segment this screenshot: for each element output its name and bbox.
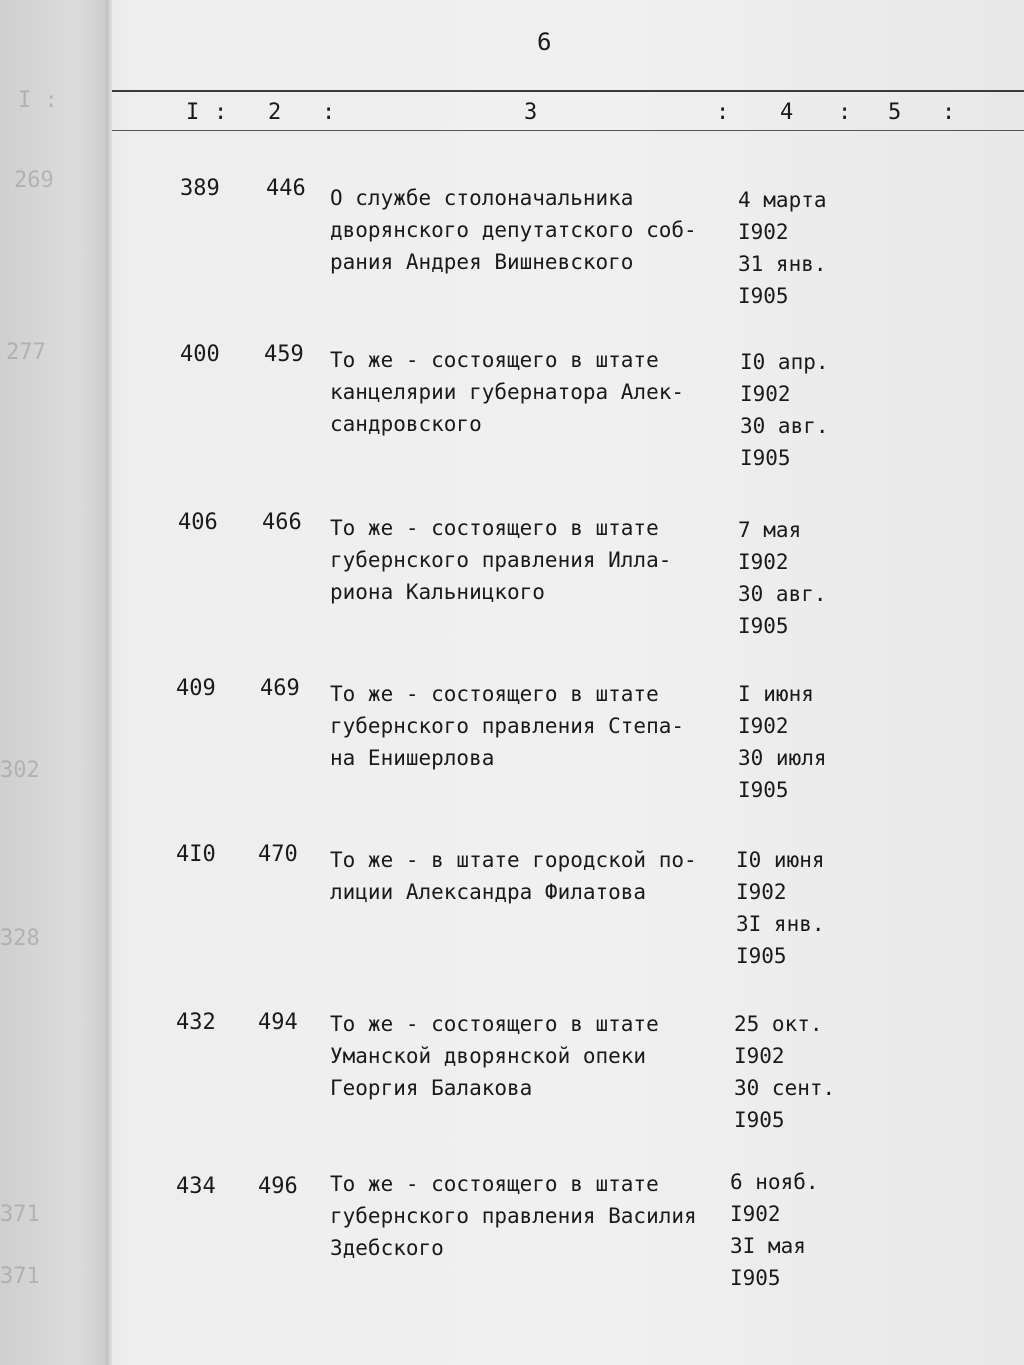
description-line: То же - состоящего в штате [330, 1172, 659, 1196]
record-file-number: 496 [258, 1174, 298, 1199]
year-end: I905 [738, 614, 789, 638]
year-end: I905 [738, 778, 789, 802]
record-dates [730, 1166, 880, 1294]
column-header-3: 3 [524, 100, 538, 125]
page-number: 6 [537, 28, 552, 56]
year-start: I902 [740, 382, 791, 406]
column-separator: : [838, 100, 852, 125]
description-line: дворянского депутатского соб- [330, 218, 697, 242]
date-start: I0 апр. [740, 350, 829, 374]
column-separator: : [942, 100, 956, 125]
record-number: 389 [180, 176, 220, 201]
date-start: 7 мая [738, 518, 802, 542]
date-end: 3I янв. [736, 912, 825, 936]
date-end: 30 июля [738, 746, 827, 770]
description-line: на Енишерлова [330, 746, 495, 770]
year-start: I902 [738, 220, 789, 244]
date-end: 30 авг. [738, 582, 827, 606]
record-dates [738, 678, 888, 806]
book-spine-margin [0, 0, 112, 1365]
ghost-margin-number: 269 [14, 168, 54, 193]
column-header-5: 5 [888, 100, 902, 125]
description-line: Георгия Балакова [330, 1076, 533, 1100]
record-description [330, 182, 730, 278]
description-line: сандровского [330, 412, 482, 436]
column-separator: : [214, 100, 228, 125]
record-dates [734, 1008, 884, 1136]
record-description [330, 512, 730, 608]
spine-edge [106, 0, 112, 1365]
ghost-margin-number: 328 [0, 926, 40, 951]
year-end: I905 [736, 944, 787, 968]
year-start: I902 [736, 880, 787, 904]
ghost-margin-number: 371 [0, 1202, 40, 1227]
year-start: I902 [738, 714, 789, 738]
record-description [330, 678, 730, 774]
record-number: 434 [176, 1174, 216, 1199]
column-header-2: 2 [268, 100, 282, 125]
date-start: I0 июня [736, 848, 825, 872]
description-line: То же - состоящего в штате [330, 1012, 659, 1036]
description-line: То же - состоящего в штате [330, 516, 659, 540]
ghost-header-left: I : [18, 88, 58, 113]
ghost-margin-number: 302 [0, 758, 40, 783]
record-dates [736, 844, 886, 972]
record-dates [738, 514, 888, 642]
header-top-rule [112, 90, 1024, 92]
record-description [330, 1008, 730, 1104]
column-separator: : [716, 100, 730, 125]
description-line: лиции Александра Филатова [330, 880, 647, 904]
column-separator: : [322, 100, 336, 125]
date-end: 3I мая [730, 1234, 806, 1258]
description-line: губернского правления Василия [330, 1204, 697, 1228]
description-line: губернского правления Илла- [330, 548, 672, 572]
record-file-number: 470 [258, 842, 298, 867]
ghost-margin-number: 277 [6, 340, 46, 365]
record-number: 406 [178, 510, 218, 535]
record-file-number: 469 [260, 676, 300, 701]
record-number: 409 [176, 676, 216, 701]
record-number: 400 [180, 342, 220, 367]
description-line: Уманской дворянской опеки [330, 1044, 647, 1068]
description-line: О службе столоначальника [330, 186, 634, 210]
description-line: рания Андрея Вишневского [330, 250, 634, 274]
year-end: I905 [734, 1108, 785, 1132]
description-line: Здебского [330, 1236, 444, 1260]
description-line: риона Кальницкого [330, 580, 545, 604]
year-end: I905 [730, 1266, 781, 1290]
record-file-number: 494 [258, 1010, 298, 1035]
date-end: 30 сент. [734, 1076, 836, 1100]
date-end: 31 янв. [738, 252, 827, 276]
description-line: То же - состоящего в штате [330, 682, 659, 706]
header-bottom-rule [112, 130, 1024, 131]
description-line: губернского правления Степа- [330, 714, 685, 738]
record-dates [740, 346, 890, 474]
record-file-number: 466 [262, 510, 302, 535]
record-number: 4I0 [176, 842, 216, 867]
date-start: 25 окт. [734, 1012, 823, 1036]
date-start: I июня [738, 682, 814, 706]
ghost-margin-number: 371 [0, 1264, 40, 1289]
date-end: 30 авг. [740, 414, 829, 438]
record-file-number: 459 [264, 342, 304, 367]
year-end: I905 [740, 446, 791, 470]
year-start: I902 [734, 1044, 785, 1068]
record-description [330, 844, 730, 908]
year-start: I902 [738, 550, 789, 574]
record-dates [738, 184, 888, 312]
date-start: 6 нояб. [730, 1170, 819, 1194]
column-header-1: I [186, 100, 200, 125]
description-line: канцелярии губернатора Алек- [330, 380, 685, 404]
column-header-4: 4 [780, 100, 794, 125]
description-line: То же - в штате городской по- [330, 848, 697, 872]
description-line: То же - состоящего в штате [330, 348, 659, 372]
record-description [330, 344, 730, 440]
record-file-number: 446 [266, 176, 306, 201]
date-start: 4 марта [738, 188, 827, 212]
record-description [330, 1168, 730, 1264]
year-end: I905 [738, 284, 789, 308]
year-start: I902 [730, 1202, 781, 1226]
record-number: 432 [176, 1010, 216, 1035]
